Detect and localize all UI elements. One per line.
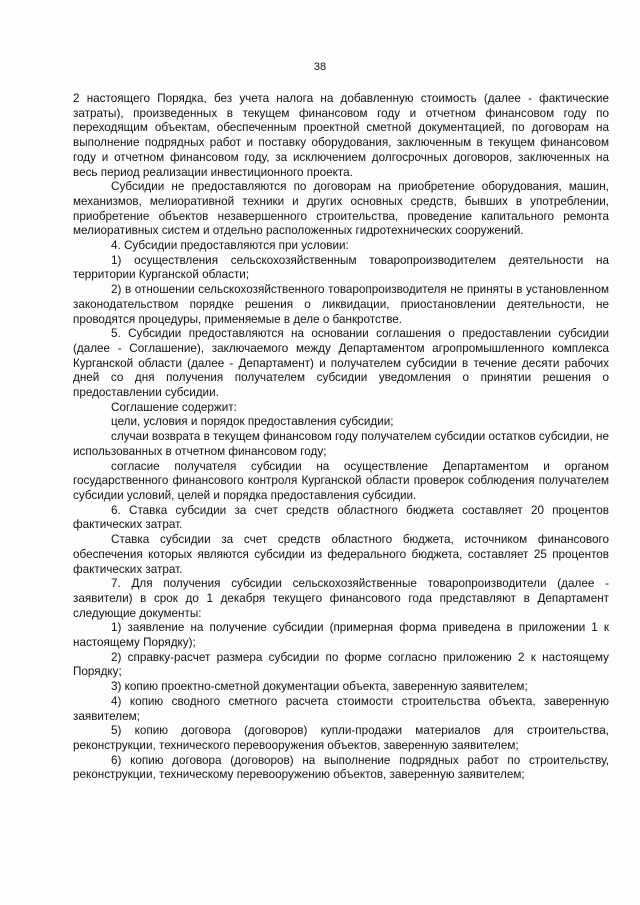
paragraph: 2) справку-расчет размера субсидии по форме согласно приложению 2 к настоящему Порядку; (73, 650, 609, 679)
paragraph: Соглашение содержит: (111, 400, 237, 414)
paragraph: Субсидии не предоставляются по договорам на приобретение оборудования, машин, механизмов, мелиоративной техники и других основных средств, бывших в употреблении, приобретение объектов незавершенного строительства, проведение капитального ремонта мелиоративных систем и отдельно расположенных гидротехнических сооружений. (73, 180, 609, 238)
paragraph: 4. Субсидии предоставляются при условии: (111, 239, 349, 253)
paragraph: 2 настоящего Порядка, без учета налога на добавленную стоимость (далее - фактические затраты), произведенных в текущем финансовом году и отчетном финансовом году по переходящим объектам, обеспеченным проектной сметной документацией, по договорам на выполнение подрядных работ и поставку оборудования, заключенным в текущем финансовом году и отчетном финансовом году, за исключением долгосрочных договоров, заключенных на весь период реализации инвестиционного проекта. (73, 92, 609, 179)
paragraph: согласие получателя субсидии на осуществление Департаментом и органом государственного финансового контроля Курганской области проверок соблюдения получателем субсидии условий, целей и порядка предоставления субсидии. (73, 459, 609, 502)
paragraph: 1) заявление на получение субсидии (примерная форма приведена в приложении 1 к настоящему Порядку); (73, 621, 609, 650)
paragraph: 7. Для получения субсидии сельскохозяйственные товаропроизводители (далее - заявители) в срок до 1 декабря текущего финансового года представляют в Департамент следующие документы: (73, 577, 609, 620)
page-number: 38 (313, 61, 327, 73)
paragraph: 6. Ставка субсидии за счет средств областного бюджета составляет 20 процентов фактических затрат. (73, 503, 609, 532)
paragraph: 6) копию договора (договоров) на выполнение подрядных работ по строительству, реконструкции, техническому перевооружению объектов, заверенную заявителем; (73, 753, 609, 782)
paragraph: цели, условия и порядок предоставления субсидии; (111, 415, 394, 429)
paragraph: случаи возврата в текущем финансовом году получателем субсидии остатков субсидии, не использованных в отчетном финансовом году; (73, 430, 610, 458)
document-body (73, 92, 609, 783)
paragraph: 2) в отношении сельскохозяйственного товаропроизводителя не приняты в установленном законодательством порядке решения о ликвидации, приостановлении деятельности, не проводятся процедуры, применяемые в деле о банкротстве. (73, 283, 609, 326)
paragraph: Ставка субсидии за счет средств областного бюджета, источником финансового обеспечения которых являются субсидии из федерального бюджета, составляет 25 процентов фактических затрат. (73, 533, 609, 576)
paragraph: 5. Субсидии предоставляются на основании соглашения о предоставлении субсидии (далее - Соглашение), заключаемого между Департаментом агропромышленного комплекса Курганской области (далее - Департамент) и получателем субсидии в течение десяти рабочих дней со дня получения получателем субсидии уведомления о принятии решения о предоставлении субсидии. (73, 327, 609, 400)
paragraph: 3) копию проектно-сметной документации объекта, заверенную заявителем; (111, 680, 528, 694)
paragraph: 5) копию договора (договоров) купли-продажи материалов для строительства, реконструкции, технического перевооружения объектов, заверенную заявителем; (73, 724, 609, 752)
paragraph: 4) копию сводного сметного расчета стоимости строительства объекта, заверенную заявителем; (73, 694, 609, 723)
paragraph: 1) осуществления сельскохозяйственным товаропроизводителем деятельности на территории Курганской области; (73, 253, 609, 282)
